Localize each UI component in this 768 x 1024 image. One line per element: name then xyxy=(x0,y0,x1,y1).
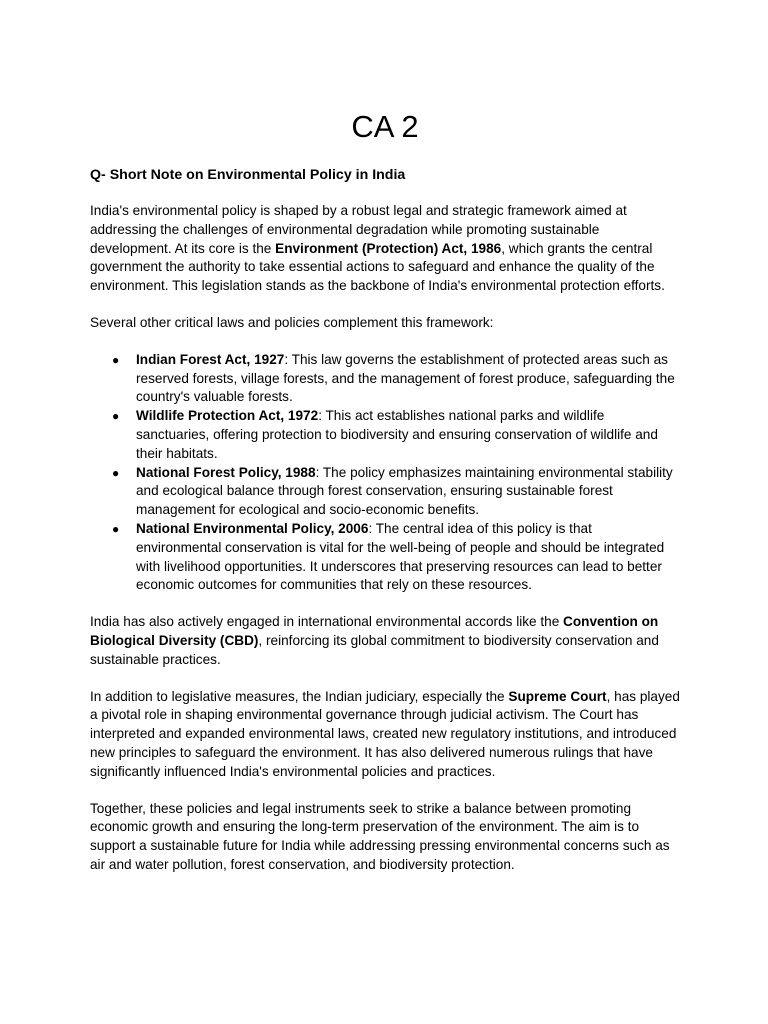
bullet-icon: ● xyxy=(112,521,120,536)
policy-name: National Forest Policy, 1988 xyxy=(136,464,316,480)
policy-text: : The policy emphasizes maintaining environmental stability and ecological balance through forest conservation, ensuring sustainable forest management for ecological and socio-economic benefits. xyxy=(136,464,673,518)
policy-name: Indian Forest Act, 1927 xyxy=(136,351,285,367)
policy-list xyxy=(90,351,680,595)
intro-text-2: , which grants the central government the authority to take essential actions to safeguard and enhance the quality of the environment. This legislation stands as the backbone of India's environmental protection efforts. xyxy=(90,240,665,294)
international-bold-cbd: Convention on Biological Diversity (CBD) xyxy=(90,614,659,648)
intro-bold-act: Environment (Protection) Act, 1986 xyxy=(275,240,502,256)
policy-text: : This act establishes national parks and wildlife sanctuaries, offering protection to biodiversity and ensuring conservation of wildlife and their habitats. xyxy=(136,408,658,461)
bullet-icon: ● xyxy=(112,352,120,367)
intro-text-1: India's environmental policy is shaped by a robust legal and strategic framework aimed at addressing the challenges of environmental degradation while promoting sustainable development. At its core is the xyxy=(90,203,627,256)
international-paragraph xyxy=(90,613,680,669)
list-item xyxy=(90,351,680,407)
judiciary-text-1: In addition to legislative measures, the Indian judiciary, especially the xyxy=(90,688,509,704)
policy-name: National Environmental Policy, 2006 xyxy=(136,520,369,536)
list-item xyxy=(90,464,680,520)
bullet-icon: ● xyxy=(112,465,120,480)
intro-paragraph xyxy=(90,202,680,296)
judiciary-paragraph xyxy=(90,688,680,782)
international-text-1: India has also actively engaged in international environmental accords like the xyxy=(90,614,564,630)
list-item xyxy=(90,520,680,595)
lead-in-paragraph: Several other critical laws and policies complement this framework: xyxy=(90,314,494,330)
policy-text: : This law governs the establishment of protected areas such as reserved forests, village forests, and the management of forest produce, safeguarding the country's valuable forests. xyxy=(136,351,675,405)
policy-text: : The central idea of this policy is that environmental conservation is vital for the well-being of people and should be integrated with livelihood opportunities. It underscores that preserving resources can lead to better economic outcomes for communities that rely on these resources. xyxy=(136,520,665,593)
bullet-icon: ● xyxy=(112,409,120,424)
question-heading: Q- Short Note on Environmental Policy in India xyxy=(90,167,406,183)
international-text-2: , reinforcing its global commitment to biodiversity conservation and sustainable practices. xyxy=(90,632,659,667)
judiciary-bold-court: Supreme Court xyxy=(508,688,607,704)
document-title: CA 2 xyxy=(351,109,419,144)
list-item xyxy=(90,407,680,463)
policy-name: Wildlife Protection Act, 1972 xyxy=(136,408,319,424)
judiciary-text-2: , has played a pivotal role in shaping environmental governance through judicial activism. The Court has interpreted and expanded environmental laws, created new regulatory institutions, and introduced new principles to safeguard the environment. It has also delivered numerous rulings that have significantly influenced India's environmental policies and practices. xyxy=(90,688,680,779)
conclusion-paragraph: Together, these policies and legal instruments seek to strike a balance between promoting economic growth and ensuring the long-term preservation of the environment. The aim is to support a sustainable future for India while addressing pressing environmental concerns such as air and water pollution, forest conservation, and biodiversity protection. xyxy=(90,800,670,872)
